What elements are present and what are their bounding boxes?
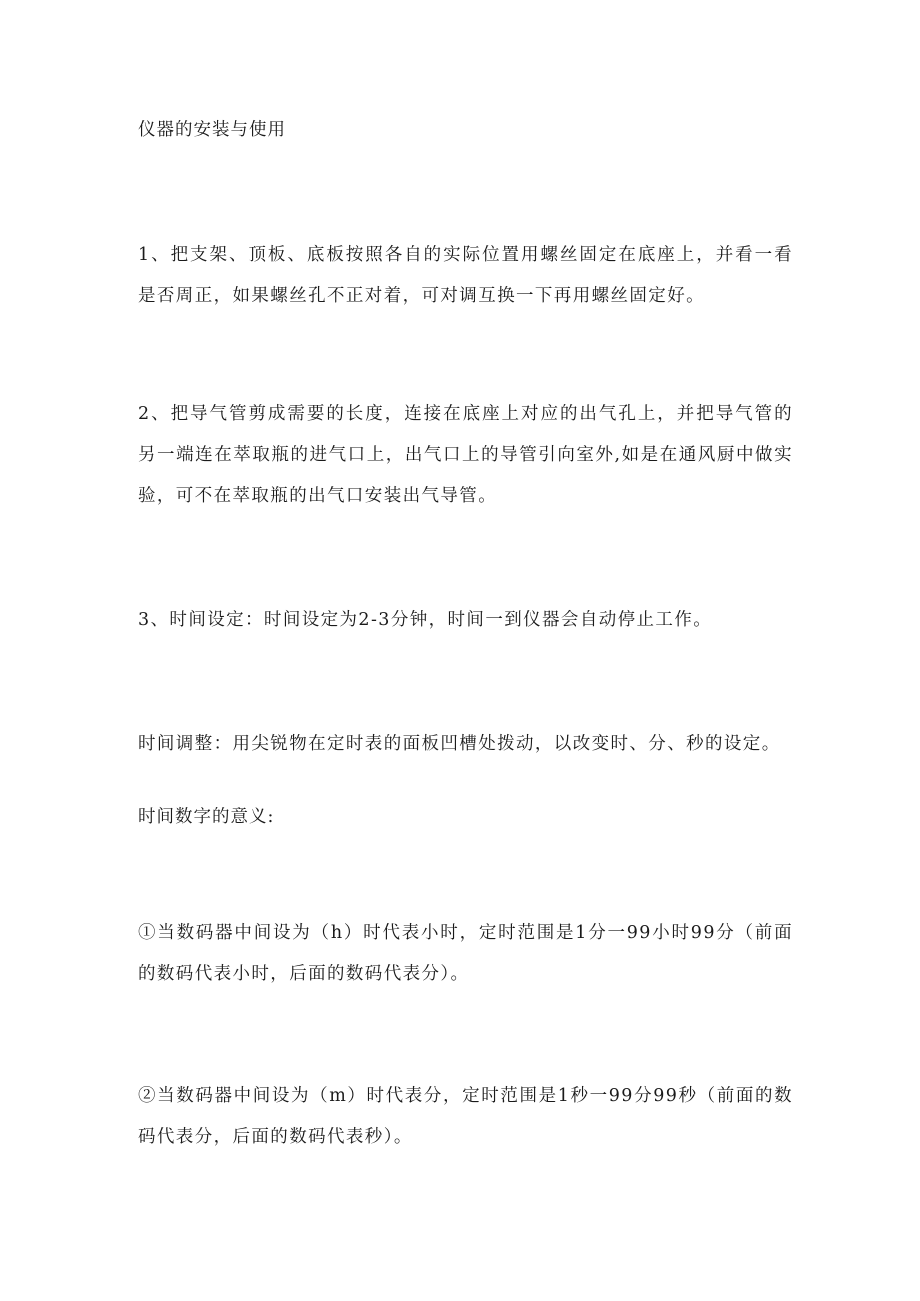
paragraph-time-adjustment: 时间调整：用尖锐物在定时表的面板凹槽处拨动，以改变时、分、秒的设定。 [138,734,781,754]
paragraph-step-1-assembly: 1、把支架、顶板、底板按照各自的实际位置用螺丝固定在底座上，并看一看是否周正，如果螺丝孔不正对着，可对调互换一下再用螺丝固定好。 [138,245,793,306]
paragraph-hour-mode: ①当数码器中间设为（h）时代表小时，定时范围是1分一99小时99分（前面的数码代表小时，后面的数码代表分）。 [138,923,793,984]
paragraph-time-digits-heading: 时间数字的意义: [138,807,275,827]
paragraph-minute-mode: ②当数码器中间设为（m）时代表分，定时范围是1秒一99分99秒（前面的数码代表分，后面的数码代表秒）。 [138,1086,793,1147]
paragraph-step-2-gas-tube: 2、把导气管剪成需要的长度，连接在底座上对应的出气孔上，并把导气管的另一端连在萃取瓶的进气口上，出气口上的导管引向室外,如是在通风厨中做实验，可不在萃取瓶的出气口安装出气导管。 [138,404,793,506]
paragraph-step-3-time-setting: 3、时间设定：时间设定为2-3分钟，时间一到仪器会自动停止工作。 [138,610,713,630]
document-title: 仪器的安装与使用 [138,120,286,140]
